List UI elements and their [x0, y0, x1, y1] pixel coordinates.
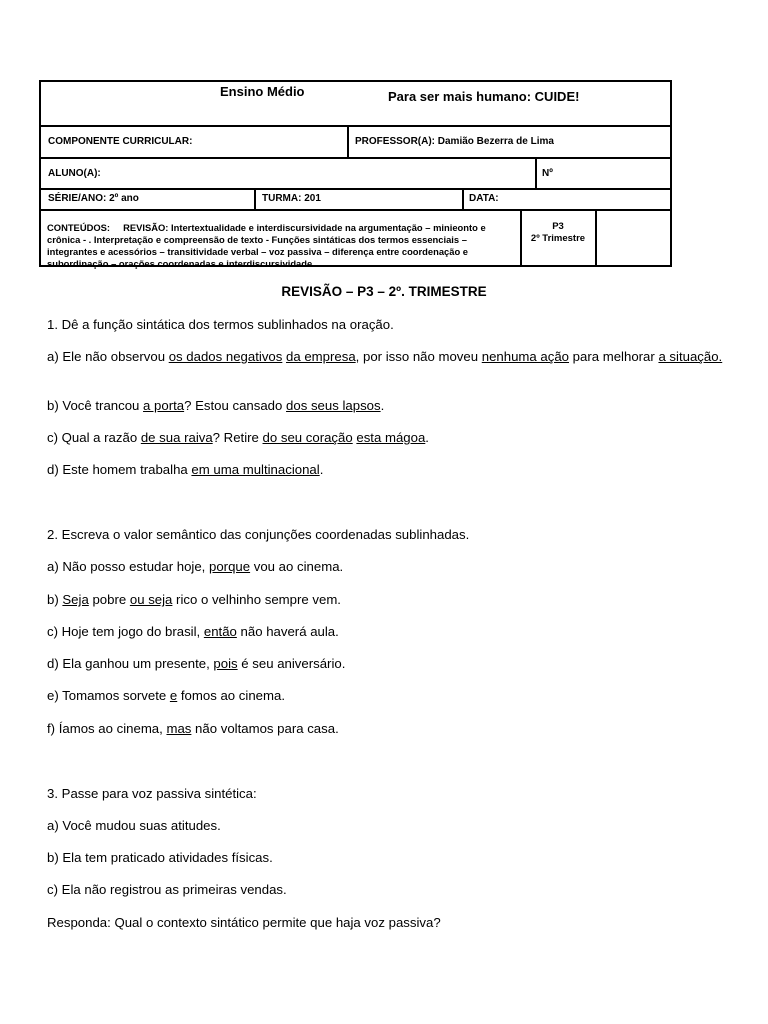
serie-label: SÉRIE/ANO: 2º ano: [48, 193, 139, 204]
conteudos-text: Intertextualidade e interdiscursividade na argumentação – minieonto e crônica - . Interpretação e compreensão de texto - Funções sintáticas dos termos essenciais – integrantes e acessórios – transitividade verbal – voz passiva – diferença entre coordenação e subordinação – orações coordenadas e interdiscursividade: [47, 222, 486, 269]
conteudos-label: CONTEÚDOS:: [47, 222, 111, 233]
aluno-label: ALUNO(A):: [48, 168, 101, 179]
q1-item-a: a) Ele não observou os dados negativos da empresa, por isso não moveu nenhuma ação para melhorar a situação.: [47, 349, 723, 364]
q2-item-d: d) Ela ganhou um presente, pois é seu aniversário.: [47, 656, 346, 671]
numero-label: Nº: [542, 168, 553, 179]
q2-item-f: f) Íamos ao cinema, mas não voltamos para casa.: [47, 721, 339, 736]
q1-prompt: 1. Dê a função sintática dos termos sublinhados na oração.: [47, 317, 394, 332]
q1-item-c: c) Qual a razão de sua raiva? Retire do seu coração esta mágoa.: [47, 430, 429, 445]
level-title: Ensino Médio: [220, 84, 305, 99]
conteudos-block: [47, 222, 512, 270]
q2-item-e: e) Tomamos sorvete e fomos ao cinema.: [47, 688, 285, 703]
header-table: [39, 80, 672, 267]
q3-item-b: b) Ela tem praticado atividades físicas.: [47, 850, 273, 865]
q2-item-b: b) Seja pobre ou seja rico o velhinho sempre vem.: [47, 592, 341, 607]
componente-label: COMPONENTE CURRICULAR:: [48, 136, 193, 147]
motto: Para ser mais humano: CUIDE!: [388, 89, 580, 104]
q1-item-d: d) Este homem trabalha em uma multinacional.: [47, 462, 324, 477]
exam-label: P3: [552, 221, 564, 232]
q3-item-a: a) Você mudou suas atitudes.: [47, 818, 221, 833]
revisao-label: REVISÃO:: [123, 222, 169, 233]
q3-item-c: c) Ela não registrou as primeiras vendas.: [47, 882, 287, 897]
q3-prompt: 3. Passe para voz passiva sintética:: [47, 786, 257, 801]
q2-item-c: c) Hoje tem jogo do brasil, então não haverá aula.: [47, 624, 339, 639]
turma-label: TURMA: 201: [262, 193, 321, 204]
q3-responda: Responda: Qual o contexto sintático permite que haja voz passiva?: [47, 915, 441, 930]
q2-prompt: 2. Escreva o valor semântico das conjunções coordenadas sublinhadas.: [47, 527, 470, 542]
q1-item-b: b) Você trancou a porta? Estou cansado dos seus lapsos.: [47, 398, 385, 413]
q2-item-a: a) Não posso estudar hoje, porque vou ao cinema.: [47, 559, 344, 574]
trimester-label: 2º Trimestre: [530, 233, 586, 244]
data-label: DATA:: [469, 193, 499, 204]
worksheet-title: REVISÃO – P3 – 2º. TRIMESTRE: [281, 284, 487, 299]
professor-label: PROFESSOR(A): Damião Bezerra de Lima: [355, 136, 554, 147]
